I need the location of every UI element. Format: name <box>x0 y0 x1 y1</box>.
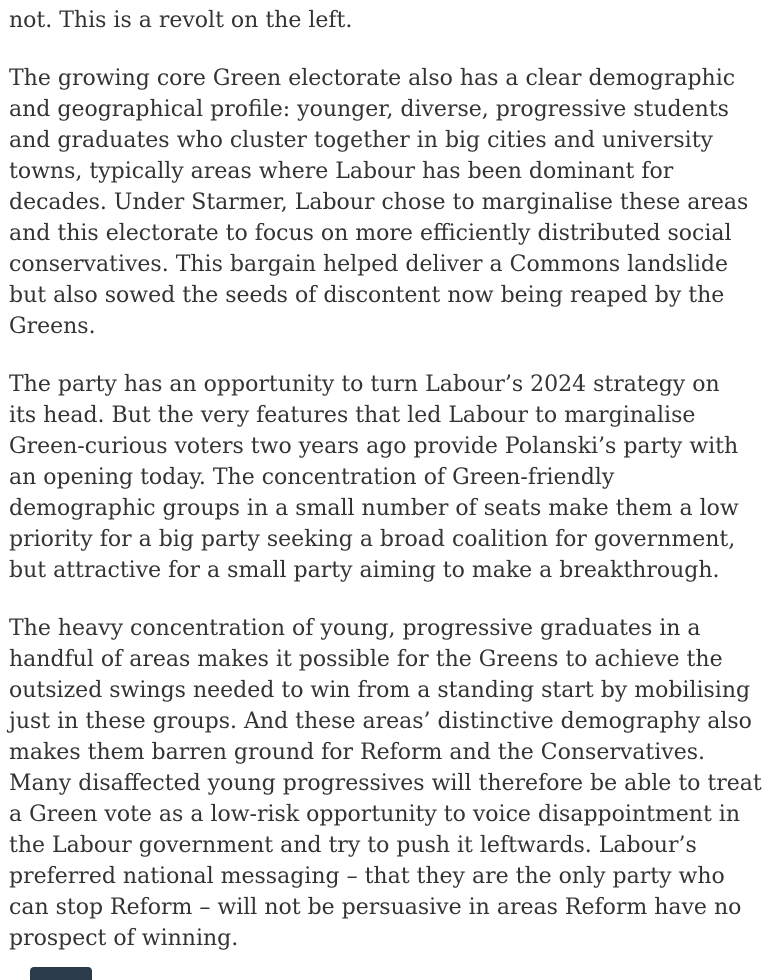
text-line: decades. Under Starmer, Labour chose to marginalise these areas <box>9 190 749 215</box>
text-line: The party has an opportunity to turn Labour’s 2024 strategy on <box>9 372 720 397</box>
text-line: The growing core Green electorate also has a clear demographic <box>9 66 736 91</box>
text-line: towns, typically areas where Labour has been dominant for <box>9 159 674 184</box>
text-line: Green-curious voters two years ago provide Polanski’s party with <box>9 434 739 459</box>
text-line: handful of areas makes it possible for the Greens to achieve the <box>9 647 723 672</box>
text-line: and this electorate to focus on more efficiently distributed social <box>9 221 732 246</box>
text-line: priority for a big party seeking a broad coalition for government, <box>9 527 736 552</box>
text-line: can stop Reform – will not be persuasive in areas Reform have no <box>9 895 742 920</box>
text-line: makes them barren ground for Reform and the Conservatives. <box>9 740 706 765</box>
text-line: but also sowed the seeds of discontent now being reaped by the <box>9 283 725 308</box>
text-line: but attractive for a small party aiming to make a breakthrough. <box>9 558 720 583</box>
text-line: its head. But the very features that led Labour to marginalise <box>9 403 696 428</box>
paragraph <box>9 613 771 954</box>
embed-top-edge <box>30 967 92 980</box>
text-line: and geographical profile: younger, diverse, progressive students <box>9 97 729 122</box>
paragraph <box>9 63 771 342</box>
text-line: preferred national messaging – that they are the only party who <box>9 864 725 889</box>
text-line: just in these groups. And these areas’ distinctive demography also <box>9 709 752 734</box>
text-line: not. This is a revolt on the left. <box>9 8 353 33</box>
text-line: the Labour government and try to push it leftwards. Labour’s <box>9 833 697 858</box>
text-line: Many disaffected young progressives will therefore be able to treat <box>9 771 762 796</box>
text-line: The heavy concentration of young, progressive graduates in a <box>9 616 701 641</box>
text-line: demographic groups in a small number of seats make them a low <box>9 496 739 521</box>
text-line: Greens. <box>9 314 96 339</box>
text-line: outsized swings needed to win from a standing start by mobilising <box>9 678 751 703</box>
text-line: prospect of winning. <box>9 926 239 951</box>
text-line: a Green vote as a low-risk opportunity to voice disappointment in <box>9 802 740 827</box>
text-line: conservatives. This bargain helped deliver a Commons landslide <box>9 252 728 277</box>
text-line: and graduates who cluster together in big cities and university <box>9 128 713 153</box>
paragraph <box>9 369 771 586</box>
text-line: an opening today. The concentration of Green-friendly <box>9 465 615 490</box>
paragraph <box>9 5 771 36</box>
